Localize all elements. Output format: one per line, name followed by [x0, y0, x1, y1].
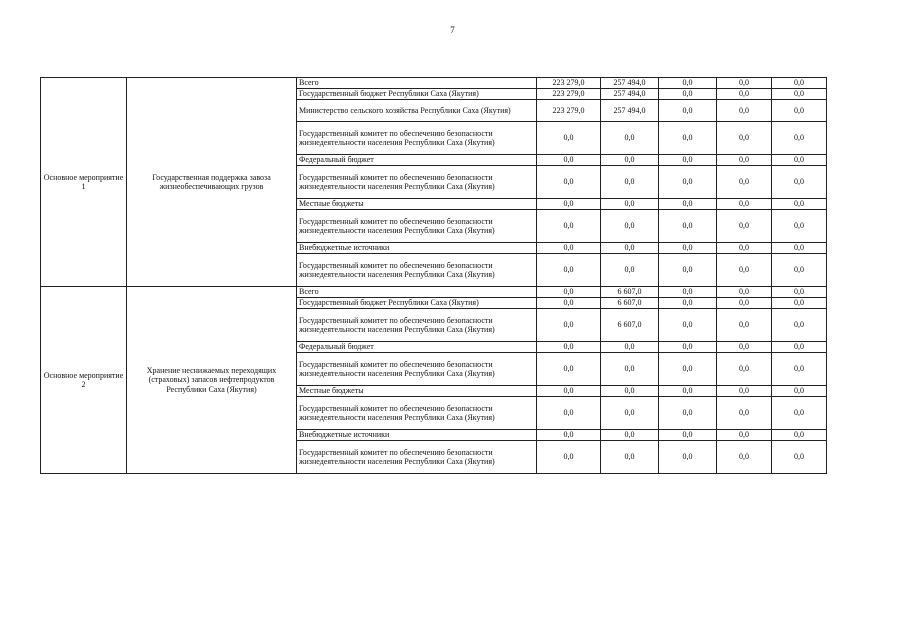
- funding-source: Государственный комитет по обеспечению безопасности жизнедеятельности населения Республики Саха (Якутия): [297, 122, 537, 155]
- amount-cell: 0,0: [537, 287, 601, 298]
- amount-cell: 0,0: [601, 243, 659, 254]
- funding-source: Внебюджетные источники: [297, 430, 537, 441]
- amount-cell: 0,0: [537, 309, 601, 342]
- page-number: 7: [450, 25, 455, 35]
- amount-cell: 0,0: [537, 254, 601, 287]
- amount-cell: 0,0: [601, 386, 659, 397]
- amount-cell: 0,0: [659, 100, 717, 122]
- amount-cell: 0,0: [537, 342, 601, 353]
- amount-cell: 0,0: [659, 210, 717, 243]
- funding-source: Государственный комитет по обеспечению безопасности жизнедеятельности населения Республики Саха (Якутия): [297, 166, 537, 199]
- funding-source: Государственный комитет по обеспечению безопасности жизнедеятельности населения Республики Саха (Якутия): [297, 210, 537, 243]
- funding-source: Всего: [297, 78, 537, 89]
- amount-cell: 0,0: [601, 430, 659, 441]
- amount-cell: 0,0: [717, 298, 772, 309]
- amount-cell: 0,0: [717, 342, 772, 353]
- amount-cell: 0,0: [659, 287, 717, 298]
- amount-cell: 257 494,0: [601, 89, 659, 100]
- amount-cell: 0,0: [717, 89, 772, 100]
- amount-cell: 0,0: [659, 430, 717, 441]
- amount-cell: 0,0: [537, 397, 601, 430]
- amount-cell: 0,0: [772, 210, 827, 243]
- amount-cell: 0,0: [772, 78, 827, 89]
- amount-cell: 0,0: [772, 89, 827, 100]
- amount-cell: 6 607,0: [601, 309, 659, 342]
- funding-source: Внебюджетные источники: [297, 243, 537, 254]
- amount-cell: 0,0: [717, 210, 772, 243]
- amount-cell: 0,0: [601, 155, 659, 166]
- funding-source: Государственный бюджет Республики Саха (Якутия): [297, 298, 537, 309]
- amount-cell: 0,0: [772, 287, 827, 298]
- amount-cell: 0,0: [717, 155, 772, 166]
- funding-source: Государственный бюджет Республики Саха (Якутия): [297, 89, 537, 100]
- amount-cell: 257 494,0: [601, 100, 659, 122]
- amount-cell: 0,0: [537, 441, 601, 474]
- amount-cell: 0,0: [659, 78, 717, 89]
- amount-cell: 0,0: [659, 122, 717, 155]
- amount-cell: 223 279,0: [537, 89, 601, 100]
- funding-source: Министерство сельского хозяйства Республики Саха (Якутия): [297, 100, 537, 122]
- amount-cell: 0,0: [717, 199, 772, 210]
- amount-cell: 0,0: [537, 298, 601, 309]
- amount-cell: 0,0: [601, 254, 659, 287]
- amount-cell: 0,0: [601, 342, 659, 353]
- funding-source: Федеральный бюджет: [297, 155, 537, 166]
- amount-cell: 0,0: [601, 441, 659, 474]
- funding-source: Всего: [297, 287, 537, 298]
- amount-cell: 0,0: [717, 397, 772, 430]
- amount-cell: 0,0: [717, 287, 772, 298]
- amount-cell: 0,0: [772, 353, 827, 386]
- amount-cell: 0,0: [537, 166, 601, 199]
- amount-cell: 0,0: [717, 309, 772, 342]
- amount-cell: 0,0: [717, 430, 772, 441]
- amount-cell: 0,0: [772, 397, 827, 430]
- funding-source: Государственный комитет по обеспечению безопасности жизнедеятельности населения Республики Саха (Якутия): [297, 254, 537, 287]
- funding-source: Государственный комитет по обеспечению безопасности жизнедеятельности населения Республики Саха (Якутия): [297, 309, 537, 342]
- table-row: [41, 287, 827, 298]
- amount-cell: 0,0: [659, 166, 717, 199]
- amount-cell: 0,0: [659, 397, 717, 430]
- amount-cell: 0,0: [659, 199, 717, 210]
- amount-cell: 0,0: [717, 254, 772, 287]
- amount-cell: 0,0: [659, 243, 717, 254]
- amount-cell: 0,0: [717, 166, 772, 199]
- amount-cell: 0,0: [537, 199, 601, 210]
- amount-cell: 0,0: [717, 441, 772, 474]
- amount-cell: 0,0: [772, 441, 827, 474]
- amount-cell: 0,0: [537, 243, 601, 254]
- amount-cell: 0,0: [537, 430, 601, 441]
- amount-cell: 0,0: [601, 353, 659, 386]
- funding-source: Государственный комитет по обеспечению безопасности жизнедеятельности населения Республики Саха (Якутия): [297, 353, 537, 386]
- amount-cell: 0,0: [772, 386, 827, 397]
- amount-cell: 0,0: [717, 100, 772, 122]
- amount-cell: 0,0: [772, 254, 827, 287]
- amount-cell: 0,0: [537, 122, 601, 155]
- event-title: Хранение неснижаемых переходящих (страховых) запасов нефтепродуктов Республики Саха (Якутия): [127, 287, 297, 474]
- amount-cell: 0,0: [537, 155, 601, 166]
- amount-cell: 0,0: [659, 386, 717, 397]
- amount-cell: 0,0: [537, 353, 601, 386]
- budget-table-body: [41, 78, 827, 474]
- amount-cell: 0,0: [772, 430, 827, 441]
- amount-cell: 0,0: [772, 122, 827, 155]
- event-label: Основное мероприятие 1: [41, 78, 127, 287]
- amount-cell: 0,0: [601, 122, 659, 155]
- amount-cell: 0,0: [659, 353, 717, 386]
- amount-cell: 0,0: [772, 100, 827, 122]
- funding-source: Государственный комитет по обеспечению безопасности жизнедеятельности населения Республики Саха (Якутия): [297, 441, 537, 474]
- amount-cell: 0,0: [659, 155, 717, 166]
- amount-cell: 0,0: [772, 199, 827, 210]
- amount-cell: 0,0: [601, 210, 659, 243]
- event-title: Государственная поддержка завоза жизнеобеспечивающих грузов: [127, 78, 297, 287]
- amount-cell: 0,0: [772, 309, 827, 342]
- amount-cell: 0,0: [717, 243, 772, 254]
- amount-cell: 0,0: [772, 166, 827, 199]
- amount-cell: 0,0: [659, 254, 717, 287]
- amount-cell: 257 494,0: [601, 78, 659, 89]
- amount-cell: 0,0: [772, 155, 827, 166]
- amount-cell: 0,0: [717, 78, 772, 89]
- amount-cell: 0,0: [601, 397, 659, 430]
- amount-cell: 223 279,0: [537, 100, 601, 122]
- amount-cell: 6 607,0: [601, 287, 659, 298]
- amount-cell: 0,0: [717, 122, 772, 155]
- funding-source: Федеральный бюджет: [297, 342, 537, 353]
- table-row: [41, 78, 827, 89]
- amount-cell: 0,0: [537, 210, 601, 243]
- amount-cell: 0,0: [659, 342, 717, 353]
- amount-cell: 0,0: [659, 89, 717, 100]
- amount-cell: 6 607,0: [601, 298, 659, 309]
- funding-source: Государственный комитет по обеспечению безопасности жизнедеятельности населения Республики Саха (Якутия): [297, 397, 537, 430]
- amount-cell: 0,0: [717, 353, 772, 386]
- amount-cell: 0,0: [601, 199, 659, 210]
- amount-cell: 0,0: [659, 309, 717, 342]
- amount-cell: 223 279,0: [537, 78, 601, 89]
- funding-source: Местные бюджеты: [297, 386, 537, 397]
- amount-cell: 0,0: [772, 342, 827, 353]
- event-label: Основное мероприятие 2: [41, 287, 127, 474]
- funding-source: Местные бюджеты: [297, 199, 537, 210]
- amount-cell: 0,0: [659, 298, 717, 309]
- budget-table: [40, 77, 827, 474]
- amount-cell: 0,0: [537, 386, 601, 397]
- amount-cell: 0,0: [717, 386, 772, 397]
- amount-cell: 0,0: [772, 243, 827, 254]
- amount-cell: 0,0: [601, 166, 659, 199]
- amount-cell: 0,0: [772, 298, 827, 309]
- amount-cell: 0,0: [659, 441, 717, 474]
